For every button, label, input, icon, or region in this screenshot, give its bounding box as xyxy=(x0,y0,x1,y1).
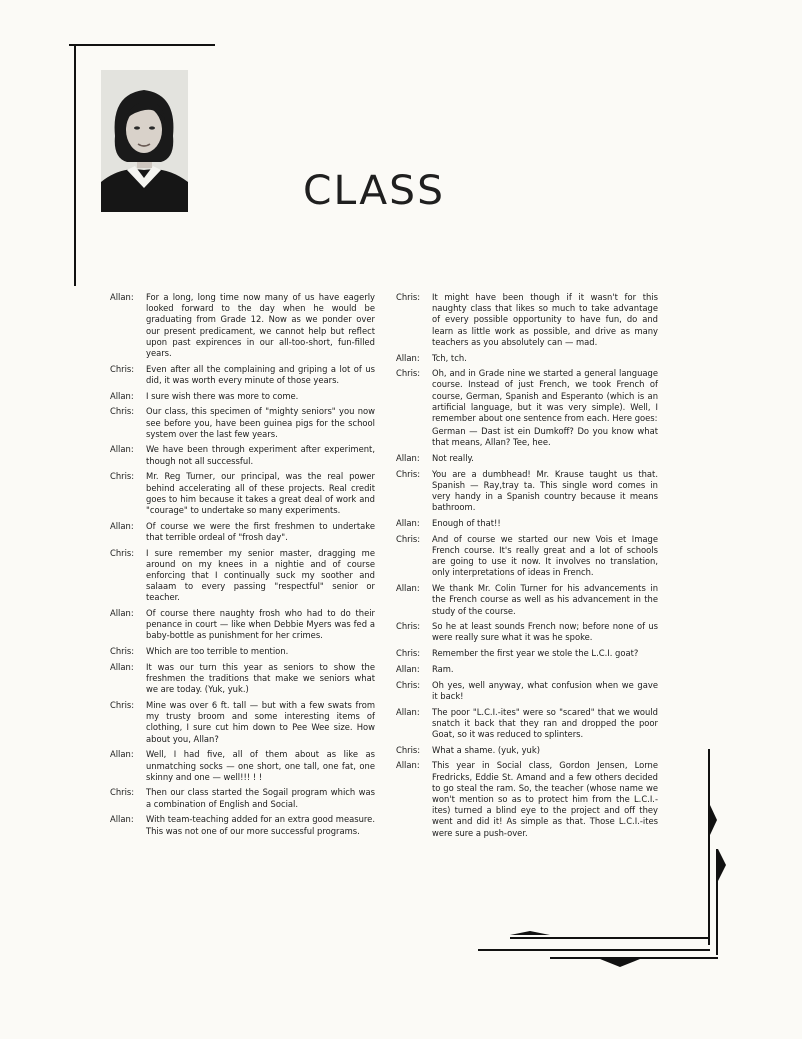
dialogue-text-body: So he at least sounds French now; before none of us were really sure what it was he spoke. xyxy=(432,621,658,643)
dialogue-entry xyxy=(110,700,375,745)
bottom-right-ornament xyxy=(470,745,740,975)
dialogue-entry xyxy=(110,749,375,783)
dialogue-entry xyxy=(110,646,375,657)
dialogue-text xyxy=(146,700,375,745)
dialogue-text-body: Mine was over 6 ft. tall — but with a few swats from my trusty broom and some interesting items of clothing, I sure cut him down to Pee Wee size. How about you, Allan? xyxy=(146,700,375,744)
top-left-vertical-rule xyxy=(74,44,76,286)
dialogue-text xyxy=(146,521,375,543)
dialogue-text-body: Remember the first year we stole the L.C.I. goat? xyxy=(432,648,639,659)
dialogue-entry xyxy=(396,368,658,448)
speaker-name: Chris: xyxy=(110,471,135,482)
dialogue-text-body: Enough of that!! xyxy=(432,518,501,529)
dialogue-text-body: The poor "L.C.I.-ites" were so "scared" that we would snatch it back that they ran and dropped the poor Goat, so it was reduced to splinters. xyxy=(432,706,658,739)
dialogue-entry xyxy=(396,292,658,348)
dialogue-entry xyxy=(396,518,658,529)
dialogue-text-body: We have been through experiment after experiment, though not all successful. xyxy=(146,444,375,466)
dialogue-entry xyxy=(110,787,375,809)
dialogue-text xyxy=(146,749,375,783)
dialogue-entry xyxy=(110,406,375,440)
dialogue-entry xyxy=(396,353,658,364)
dialogue-entry xyxy=(396,534,658,579)
speaker-name: Allan: xyxy=(110,608,134,619)
dialogue-text-body: Tch, tch. xyxy=(432,352,467,363)
speaker-name: Allan: xyxy=(110,390,134,401)
dialogue-entry xyxy=(110,391,375,402)
dialogue-text xyxy=(432,368,658,448)
speaker-name: Chris: xyxy=(110,547,135,558)
speaker-name: Allan: xyxy=(396,583,420,594)
student-portrait-photo xyxy=(101,70,188,212)
dialogue-text xyxy=(432,664,658,675)
dialogue-entry xyxy=(110,292,375,359)
dialogue-text xyxy=(146,814,375,836)
speaker-name: Allan: xyxy=(110,444,134,455)
dialogue-text-body: What a shame. (yuk, yuk) xyxy=(432,744,540,755)
dialogue-text xyxy=(146,406,375,440)
page-title: CLASS xyxy=(303,168,446,214)
dialogue-text xyxy=(146,391,375,402)
dialogue-entry xyxy=(110,521,375,543)
speaker-name: Chris: xyxy=(396,621,421,632)
dialogue-text-body: Our class, this specimen of "mighty seniors" you now see before you, have been guinea pigs for the school system over the last few years. xyxy=(146,406,375,439)
speaker-name: Allan: xyxy=(110,749,134,760)
dialogue-entry xyxy=(110,662,375,696)
dialogue-text-body: It was our turn this year as seniors to show the freshmen the traditions that make we seniors what we are today. (Yuk, yuk.) xyxy=(146,661,375,695)
top-left-horizontal-rule xyxy=(69,44,215,46)
speaker-name: Chris: xyxy=(110,646,135,657)
dialogue-text xyxy=(432,453,658,464)
dialogue-left-column xyxy=(110,292,375,841)
dialogue-text xyxy=(432,353,658,364)
dialogue-text-body: Oh, and in Grade nine we started a general language course. Instead of just French, we took French of course, German, Spanish and Esperanto (which is an artificial language, but it was very simple). Well, I remember about one sentence from each. Here goes: xyxy=(432,368,658,424)
dialogue-text-body: Mr. Reg Turner, our principal, was the real power behind accelerating all of these projects. Real credit goes to him because it takes a great deal of work and "courage" to undertake so many experiments. xyxy=(146,471,375,515)
speaker-name: Chris: xyxy=(396,468,421,479)
dialogue-text-body: Of course we were the first freshmen to undertake that terrible ordeal of "frosh day". xyxy=(146,520,375,542)
dialogue-entry xyxy=(396,707,658,741)
speaker-name: Allan: xyxy=(396,453,420,464)
dialogue-entry xyxy=(110,548,375,604)
speaker-name: Allan: xyxy=(396,760,420,771)
dialogue-text-body: Of course there naughty frosh who had to do their penance in court — like when Debbie Myers was fed a baby-bottle as punishment for her crimes. xyxy=(146,608,375,641)
dialogue-text xyxy=(146,646,375,657)
speaker-name: Allan: xyxy=(396,706,420,717)
speaker-name: Chris: xyxy=(396,292,421,302)
dialogue-text-body: Not really. xyxy=(432,453,474,464)
dialogue-entry xyxy=(110,608,375,642)
speaker-name: Chris: xyxy=(110,363,135,374)
dialogue-text xyxy=(432,469,658,514)
dialogue-entry xyxy=(396,469,658,514)
dialogue-text-body: Oh yes, well anyway, what confusion when we gave it back! xyxy=(432,679,658,701)
dialogue-entry xyxy=(110,814,375,836)
speaker-name: Allan: xyxy=(396,663,420,674)
dialogue-text xyxy=(146,364,375,386)
dialogue-text-body: Well, I had five, all of them about as like as unmatching socks — one short, one tall, one fat, one skinny and one — well!!! ! ! xyxy=(146,749,375,782)
dialogue-entry xyxy=(396,648,658,659)
dialogue-text xyxy=(432,680,658,702)
dialogue-text-body: With team-teaching added for an extra good measure. This was not one of our more successful programs. xyxy=(146,814,375,836)
speaker-name: Allan: xyxy=(396,518,420,529)
speaker-name: Allan: xyxy=(396,352,420,363)
dialogue-entry xyxy=(396,583,658,617)
dialogue-text xyxy=(146,471,375,516)
speaker-name: Allan: xyxy=(110,661,134,672)
dialogue-entry xyxy=(396,621,658,643)
dialogue-text-body: You are a dumbhead! Mr. Krause taught us that. Spanish — Ray,tray ta. This single word comes in very handy in a Spanish country because it means bathroom. xyxy=(432,468,658,513)
speaker-name: Allan: xyxy=(110,814,134,825)
dialogue-text-body: Which are too terrible to mention. xyxy=(146,646,289,657)
dialogue-text-body: We thank Mr. Colin Turner for his advancements in the French course as well as his advancement in the study of the course. xyxy=(432,583,658,616)
dialogue-text-body: It might have been though if it wasn't for this naughty class that likes so much to take advantage of every possible opportunity to have fun, do and learn as little work as possible, and drive as many teachers as you absolutely can — mad. xyxy=(432,292,658,347)
dialogue-entry xyxy=(396,664,658,675)
dialogue-text xyxy=(432,518,658,529)
dialogue-text xyxy=(146,787,375,809)
dialogue-text xyxy=(146,444,375,466)
dialogue-text xyxy=(432,534,658,579)
dialogue-text xyxy=(146,548,375,604)
dialogue-text-body: Then our class started the Sogail program which was a combination of English and Social. xyxy=(146,787,375,809)
speaker-name: Chris: xyxy=(396,368,421,379)
speaker-name: Chris: xyxy=(110,406,135,417)
dialogue-text-body: Even after all the complaining and griping a lot of us did, it was worth every minute of those years. xyxy=(146,363,375,385)
speaker-name: Chris: xyxy=(110,700,135,710)
dialogue-note: German — Dast ist ein Dumkoff? Do you know what that means, Allan? Tee, hee. xyxy=(432,426,658,448)
dialogue-text xyxy=(146,608,375,642)
dialogue-text xyxy=(432,583,658,617)
dialogue-entry xyxy=(110,444,375,466)
speaker-name: Allan: xyxy=(110,292,134,302)
dialogue-text-body: Ram. xyxy=(432,663,454,674)
dialogue-text-body: This year in Social class, Gordon Jensen, Lorne Fredricks, Eddie St. Amand and a few others decided to go steal the ram. So, the teacher (whose name we won't mention so as to protect him from the L.C.I.-ites) turned a blind eye to the project and off they went and did it! As simple as that. Those L.C.I.-ites were sure a push-over. xyxy=(432,760,658,838)
dialogue-text-body: I sure remember my senior master, dragging me around on my knees in a nightie and of course enforcing that I continually suck my soother and salaam to every passing "respectful" senior or teacher. xyxy=(146,547,375,603)
dialogue-text xyxy=(432,648,658,659)
speaker-name: Chris: xyxy=(396,744,421,755)
speaker-name: Chris: xyxy=(396,648,421,659)
dialogue-text xyxy=(432,292,658,348)
dialogue-text-body: And of course we started our new Vois et Image French course. It's really great and a lot of schools are going to use it now. It involves no translation, only interpretations of ideas in French. xyxy=(432,533,658,578)
speaker-name: Chris: xyxy=(396,679,421,690)
dialogue-text-body: I sure wish there was more to come. xyxy=(146,390,299,401)
dialogue-text-body: For a long, long time now many of us have eagerly looked forward to the day when he would be graduating from Grade 12. Now as we ponder over our present predicament, we cannot help but reflect upon past expirences in our all-too-short, fun-filled years. xyxy=(146,292,375,359)
dialogue-text xyxy=(432,707,658,741)
dialogue-entry xyxy=(110,364,375,386)
dialogue-entry xyxy=(110,471,375,516)
dialogue-text xyxy=(432,621,658,643)
speaker-name: Chris: xyxy=(110,787,135,798)
dialogue-text xyxy=(146,662,375,696)
dialogue-text xyxy=(146,292,375,359)
speaker-name: Allan: xyxy=(110,520,134,531)
dialogue-entry xyxy=(396,680,658,702)
speaker-name: Chris: xyxy=(396,533,421,544)
dialogue-entry xyxy=(396,453,658,464)
